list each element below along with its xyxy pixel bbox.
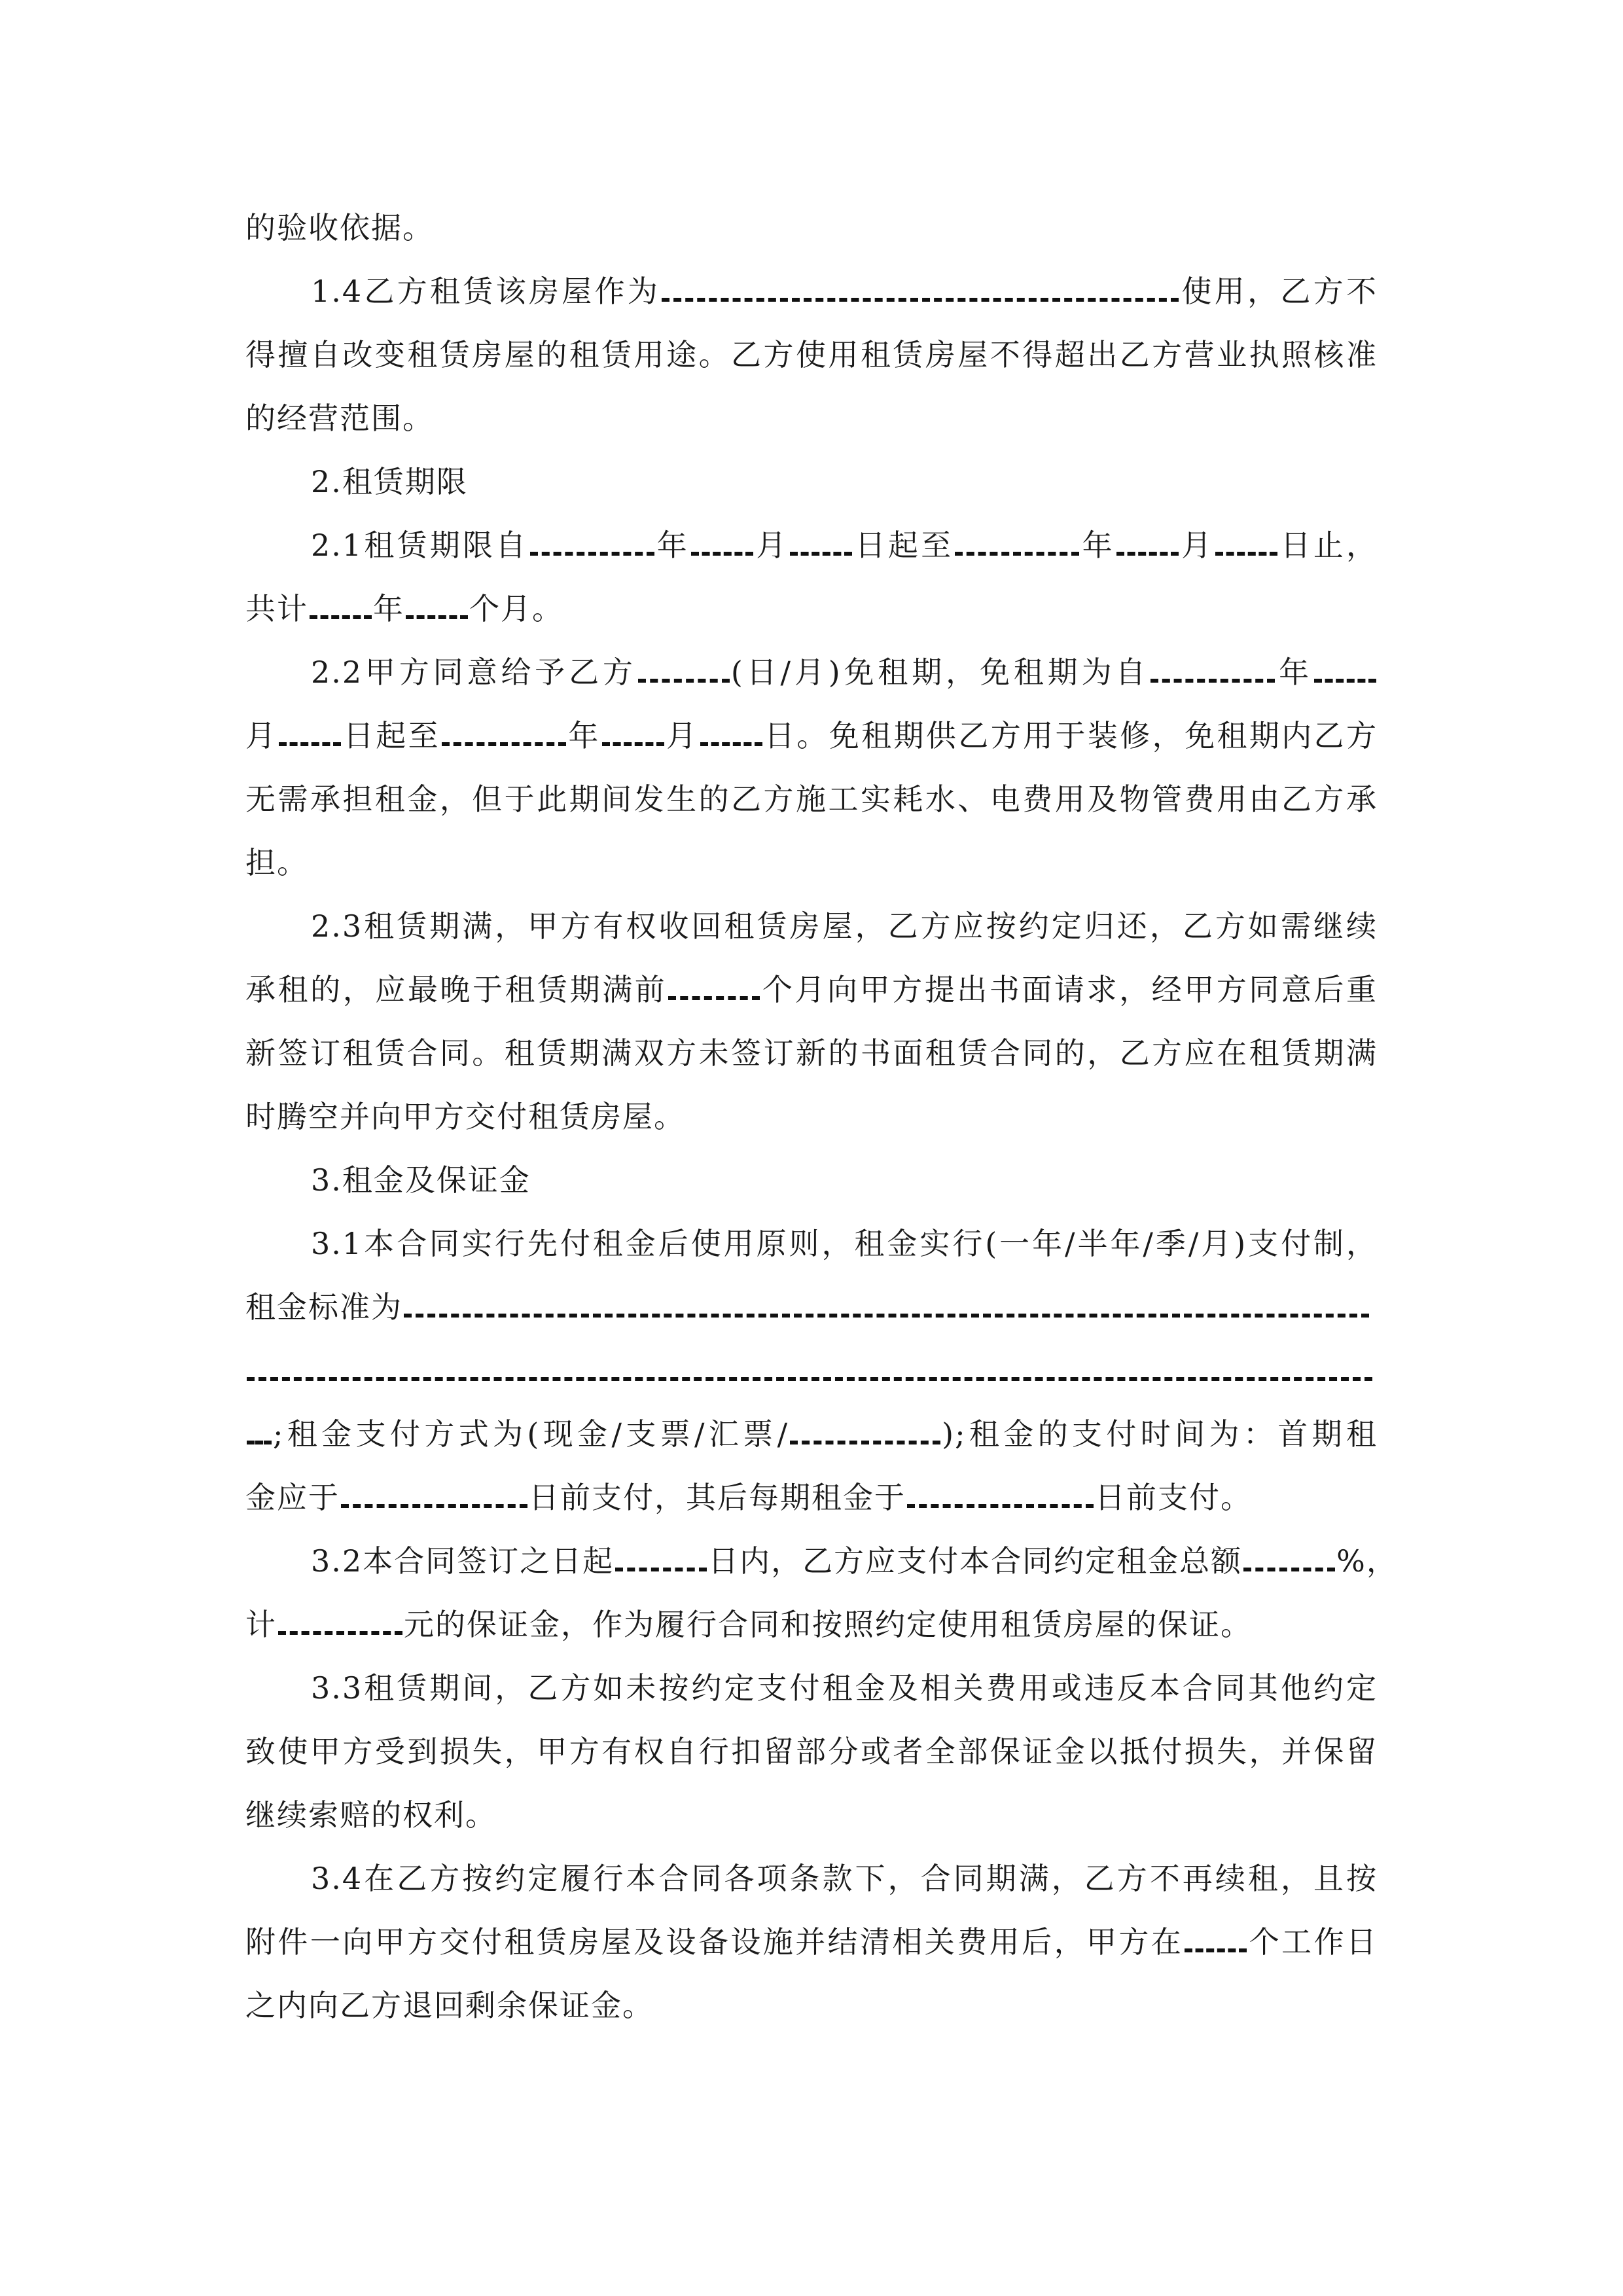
fill-blank <box>1116 529 1179 556</box>
text-segment: );租金的支付时间为：首期租 <box>942 1416 1378 1452</box>
line-21 <box>245 1466 1378 1530</box>
fill-blank <box>1150 656 1275 683</box>
line-18 <box>245 1276 1378 1339</box>
text-segment: 个工作日 <box>1248 1924 1378 1960</box>
text-segment: (日/月)免租期，免租期为自 <box>730 655 1150 690</box>
line-29 <box>245 1974 1378 2037</box>
line-23 <box>245 1593 1378 1657</box>
text-segment: 承租的，应最晚于租赁期满前 <box>245 972 668 1007</box>
section-heading: 2.租赁期限 <box>311 464 468 499</box>
text-segment: 日起至 <box>342 718 440 753</box>
fill-blank <box>790 529 852 556</box>
line-27 <box>245 1847 1378 1910</box>
text-segment: 得擅自改变租赁房屋的租赁用途。乙方使用租赁房屋不得超出乙方营业执照核准 <box>245 337 1378 372</box>
fill-blank <box>247 1418 272 1444</box>
line-08 <box>245 641 1378 704</box>
text-segment: 租金标准为 <box>245 1289 402 1325</box>
fill-blank <box>247 1355 1372 1381</box>
fill-blank <box>278 1609 402 1635</box>
fill-blank <box>668 974 760 1000</box>
fill-blank <box>1215 529 1277 556</box>
fill-blank <box>310 593 372 619</box>
fill-blank <box>1243 1545 1335 1571</box>
section-heading: 3.租金及保证金 <box>311 1162 531 1198</box>
text-segment: 的经营范围。 <box>245 401 434 436</box>
line-10 <box>245 768 1378 831</box>
text-segment: 金应于 <box>245 1480 340 1515</box>
line-03 <box>245 323 1378 387</box>
line-15 <box>245 1085 1378 1149</box>
fill-blank <box>341 1482 527 1508</box>
line-09 <box>245 704 1378 768</box>
text-segment: 3.2本合同签订之日起 <box>311 1543 615 1579</box>
text-segment: 的验收依据。 <box>245 210 434 245</box>
fill-blank <box>1185 1926 1247 1952</box>
text-segment: 3.3租赁期间，乙方如未按约定支付租金及相关费用或违反本合同其他约定 <box>311 1670 1378 1706</box>
text-segment: 日。免租期供乙方用于装修，免租期内乙方 <box>763 718 1378 753</box>
text-segment: 年 <box>1080 528 1115 563</box>
text-segment: 无需承担租金，但于此期间发生的乙方施工实耗水、电费用及物管费用由乙方承 <box>245 781 1378 817</box>
line-25 <box>245 1720 1378 1784</box>
text-segment: 2.2甲方同意给予乙方 <box>311 655 637 690</box>
fill-blank <box>662 276 1179 302</box>
line-06 <box>245 514 1378 577</box>
text-segment: 新签订租赁合同。租赁期满双方未签订新的书面租赁合同的，乙方应在租赁期满 <box>245 1035 1378 1071</box>
text-segment: 继续索赔的权利。 <box>245 1797 497 1833</box>
text-segment: 日止， <box>1279 528 1378 563</box>
line-24 <box>245 1657 1378 1720</box>
line-01 <box>245 196 1378 260</box>
text-segment: 3.1本合同实行先付租金后使用原则，租金实行(一年/半年/季/月)支付制， <box>311 1226 1378 1261</box>
text-segment: 月 <box>665 718 699 753</box>
fill-blank <box>955 529 1079 556</box>
line-22 <box>245 1530 1398 1593</box>
line-19 <box>245 1339 1378 1403</box>
fill-blank <box>615 1545 707 1571</box>
text-segment: ;租金支付方式为(现金/支票/汇票/ <box>273 1416 789 1452</box>
text-segment: 时腾空并向甲方交付租赁房屋。 <box>245 1099 685 1134</box>
text-segment: 月 <box>245 718 278 753</box>
text-segment: 个月。 <box>469 591 563 626</box>
text-segment: 日内，乙方应支付本合同约定租金总额 <box>708 1543 1243 1579</box>
text-segment: 年 <box>373 591 404 626</box>
text-segment: 日起至 <box>853 528 954 563</box>
line-13 <box>245 958 1378 1022</box>
text-segment: 3.4在乙方按约定履行本合同各项条款下，合同期满，乙方不再续租，且按 <box>311 1861 1378 1896</box>
line-12 <box>245 895 1378 958</box>
line-26 <box>245 1784 1378 1847</box>
text-segment: 担。 <box>245 845 308 880</box>
line-04 <box>245 387 1378 450</box>
fill-blank <box>700 720 762 746</box>
fill-blank <box>406 593 468 619</box>
line-17 <box>245 1212 1378 1276</box>
line-02 <box>245 260 1378 323</box>
line-11 <box>245 831 1378 895</box>
fill-blank <box>279 720 341 746</box>
fill-blank <box>907 1482 1094 1508</box>
text-segment: 元的保证金，作为履行合同和按照约定使用租赁房屋的保证。 <box>404 1607 1252 1642</box>
line-28 <box>245 1910 1378 1974</box>
text-segment: 个月向甲方提出书面请求，经甲方同意后重 <box>761 972 1378 1007</box>
line-16-section-heading <box>245 1149 1378 1212</box>
text-segment: 年 <box>567 718 601 753</box>
fill-blank <box>638 656 730 683</box>
text-segment: 使用，乙方不 <box>1180 274 1378 309</box>
text-segment: 2.3租赁期满，甲方有权收回租赁房屋，乙方应按约定归还，乙方如需继续 <box>311 908 1378 944</box>
text-segment: 月 <box>755 528 789 563</box>
text-segment: 致使甲方受到损失，甲方有权自行扣留部分或者全部保证金以抵付损失，并保留 <box>245 1734 1378 1769</box>
fill-blank <box>602 720 664 746</box>
fill-blank <box>790 1418 940 1444</box>
fill-blank <box>691 529 753 556</box>
line-14 <box>245 1022 1378 1085</box>
text-segment: 之内向乙方退回剩余保证金。 <box>245 1988 654 2023</box>
text-segment: 附件一向甲方交付租赁房屋及设备设施并结清相关费用后，甲方在 <box>245 1924 1184 1960</box>
line-07 <box>245 577 1378 641</box>
text-segment: 年 <box>655 528 690 563</box>
text-segment: 日前支付，其后每期租金于 <box>529 1480 906 1515</box>
text-segment: 2.1租赁期限自 <box>311 528 529 563</box>
text-segment: %， <box>1336 1543 1398 1579</box>
fill-blank <box>404 1291 1369 1318</box>
text-segment: 月 <box>1179 528 1215 563</box>
line-05-section-heading <box>245 450 1378 514</box>
fill-blank <box>442 720 566 746</box>
fill-blank <box>1314 656 1376 683</box>
text-segment: 共计 <box>245 591 308 626</box>
contract-body <box>245 196 1398 2037</box>
text-segment: 计 <box>245 1607 277 1642</box>
text-segment: 日前支付。 <box>1095 1480 1252 1515</box>
line-20 <box>245 1403 1378 1466</box>
text-segment: 年 <box>1276 655 1313 690</box>
text-segment: 1.4乙方租赁该房屋作为 <box>311 274 661 309</box>
fill-blank <box>530 529 654 556</box>
